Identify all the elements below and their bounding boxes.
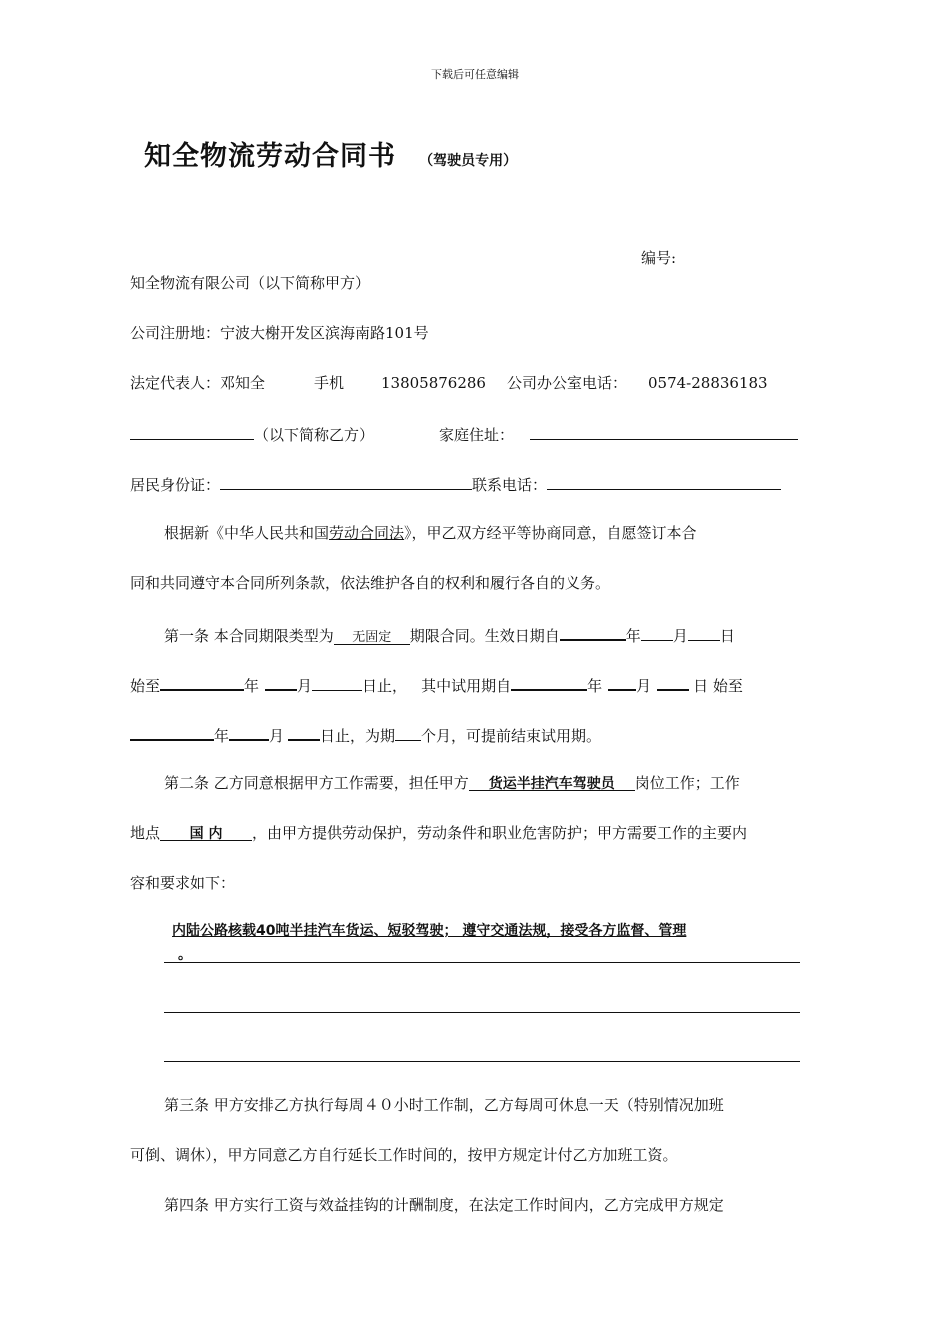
article2-line-3: 容和要求如下： xyxy=(130,874,236,892)
party-b-line xyxy=(130,423,374,445)
rep-name: 邓知全 xyxy=(220,374,266,392)
contract-number-label: 编号: xyxy=(641,249,677,267)
work-place-value: 国 内 xyxy=(189,826,223,842)
end-day-blank[interactable] xyxy=(312,674,362,691)
year-label: 年 xyxy=(587,677,603,695)
article2-text-b: 岗位工作；工作 xyxy=(634,774,740,792)
mobile-number: 13805876286 xyxy=(381,374,486,392)
effective-year-blank[interactable] xyxy=(560,623,626,641)
article2-text-c: ，由甲方提供劳动保护，劳动条件和职业危害防护；甲方需要工作的主要内 xyxy=(252,824,748,842)
article2-line-2 xyxy=(130,823,747,843)
article1-text-b: 期限合同。生效日期自 xyxy=(409,627,560,645)
month-label: 月 xyxy=(297,677,313,695)
address-label: 公司注册地： xyxy=(130,324,221,342)
day-stop-label: 日止， xyxy=(362,677,408,695)
party-b-name-blank[interactable] xyxy=(130,423,254,440)
trial-start-month-blank[interactable] xyxy=(608,673,636,691)
article2-line-1 xyxy=(164,773,740,793)
effective-month-blank[interactable] xyxy=(641,624,673,641)
month-label: 月 xyxy=(269,727,285,745)
end-month-blank[interactable] xyxy=(265,673,297,691)
trial-from-label: 其中试用期自 xyxy=(421,677,512,695)
home-address-blank[interactable] xyxy=(530,423,798,440)
id-line xyxy=(130,473,781,495)
office-phone: 0574-28836183 xyxy=(648,374,768,392)
year-label: 年 xyxy=(214,727,230,745)
party-a-address-line xyxy=(130,323,429,343)
article1-text-a: 第一条 本合同期限类型为 xyxy=(164,627,334,645)
address-value: 宁波大榭开发区滨海南路101号 xyxy=(220,324,429,342)
period-label: 日止，为期 xyxy=(320,727,396,745)
year-label: 年 xyxy=(244,677,260,695)
id-label: 居民身份证： xyxy=(130,476,221,494)
term-type-field[interactable] xyxy=(334,628,410,645)
trial-months-blank[interactable] xyxy=(395,724,421,741)
article1-line-1 xyxy=(164,623,735,646)
title-main: 知全物流劳动合同书 xyxy=(144,141,396,172)
article2-text-a: 第二条 乙方同意根据甲方工作需要，担任甲方 xyxy=(164,774,469,792)
trial-end-day-blank[interactable] xyxy=(288,723,320,741)
intro-line-1 xyxy=(164,523,697,543)
trial-start-year-blank[interactable] xyxy=(511,673,587,691)
position-field[interactable] xyxy=(469,774,635,791)
job-duties: 内陆公路核载40吨半挂汽车货运、短驳驾驶； 遵守交通法规，接受各方监督、管理 xyxy=(172,923,687,939)
duties-line-3[interactable] xyxy=(164,1061,800,1062)
end-year-blank[interactable] xyxy=(160,673,244,691)
office-phone-label: 公司办公室电话： xyxy=(507,374,628,392)
place-label: 地点 xyxy=(130,824,161,842)
intro-text-b: 》，甲乙双方经平等协商同意，自愿签订本合 xyxy=(404,524,697,542)
rep-label: 法定代表人： xyxy=(130,374,221,392)
party-b-alias: （以下简称乙方） xyxy=(254,426,375,444)
home-address-label: 家庭住址： xyxy=(439,426,515,444)
article1-line-2 xyxy=(130,673,743,696)
work-place-field[interactable] xyxy=(160,824,252,841)
article1-line-3 xyxy=(130,723,601,746)
contact-phone-label: 联系电话： xyxy=(472,476,548,494)
job-duties-end: 。 xyxy=(178,947,192,963)
months-label: 个月，可提前结束试用期。 xyxy=(421,727,602,745)
start-to-label: 始至 xyxy=(130,677,161,695)
article4-line-1: 第四条 甲方实行工资与效益挂钩的计酬制度，在法定工作时间内，乙方完成甲方规定 xyxy=(164,1196,724,1214)
party-a-name: 知全物流有限公司（以下简称甲方） xyxy=(130,274,371,292)
party-a-rep-line xyxy=(130,373,265,393)
labor-law-link: 劳动合同法 xyxy=(329,524,405,542)
intro-text-a: 根据新《中华人民共和国 xyxy=(164,524,330,542)
article3-line-1: 第三条 甲方安排乙方执行每周４０小时工作制，乙方每周可休息一天（特别情况加班 xyxy=(164,1096,724,1114)
article3-line-2: 可倒、调休），甲方同意乙方自行延长工作时间的，按甲方规定计付乙方加班工资。 xyxy=(130,1146,678,1164)
duties-line-1[interactable] xyxy=(164,962,800,963)
effective-day-blank[interactable] xyxy=(688,624,720,641)
trial-end-month-blank[interactable] xyxy=(229,723,269,741)
month-label: 月 xyxy=(636,677,652,695)
day-to-label: 日 始至 xyxy=(693,677,743,695)
mobile-label: 手机 xyxy=(314,374,345,392)
home-address-line xyxy=(439,423,798,445)
trial-start-day-blank[interactable] xyxy=(657,673,689,691)
title-subtitle: （驾驶员专用） xyxy=(419,153,518,169)
intro-line-2: 同和共同遵守本合同所列条款，依法维护各自的权利和履行各自的义务。 xyxy=(130,574,611,592)
month-label: 月 xyxy=(672,627,688,645)
duties-line-2[interactable] xyxy=(164,1012,800,1013)
id-number-blank[interactable] xyxy=(220,473,472,490)
position-value: 货运半挂汽车驾驶员 xyxy=(488,776,615,792)
contact-phone-blank[interactable] xyxy=(547,473,781,490)
document-title xyxy=(144,134,517,173)
day-label: 日 xyxy=(719,627,735,645)
header-note: 下载后可任意编辑 xyxy=(431,68,519,81)
trial-end-year-blank[interactable] xyxy=(130,723,214,741)
year-label: 年 xyxy=(625,627,641,645)
term-type-value: 无固定 xyxy=(352,630,392,645)
